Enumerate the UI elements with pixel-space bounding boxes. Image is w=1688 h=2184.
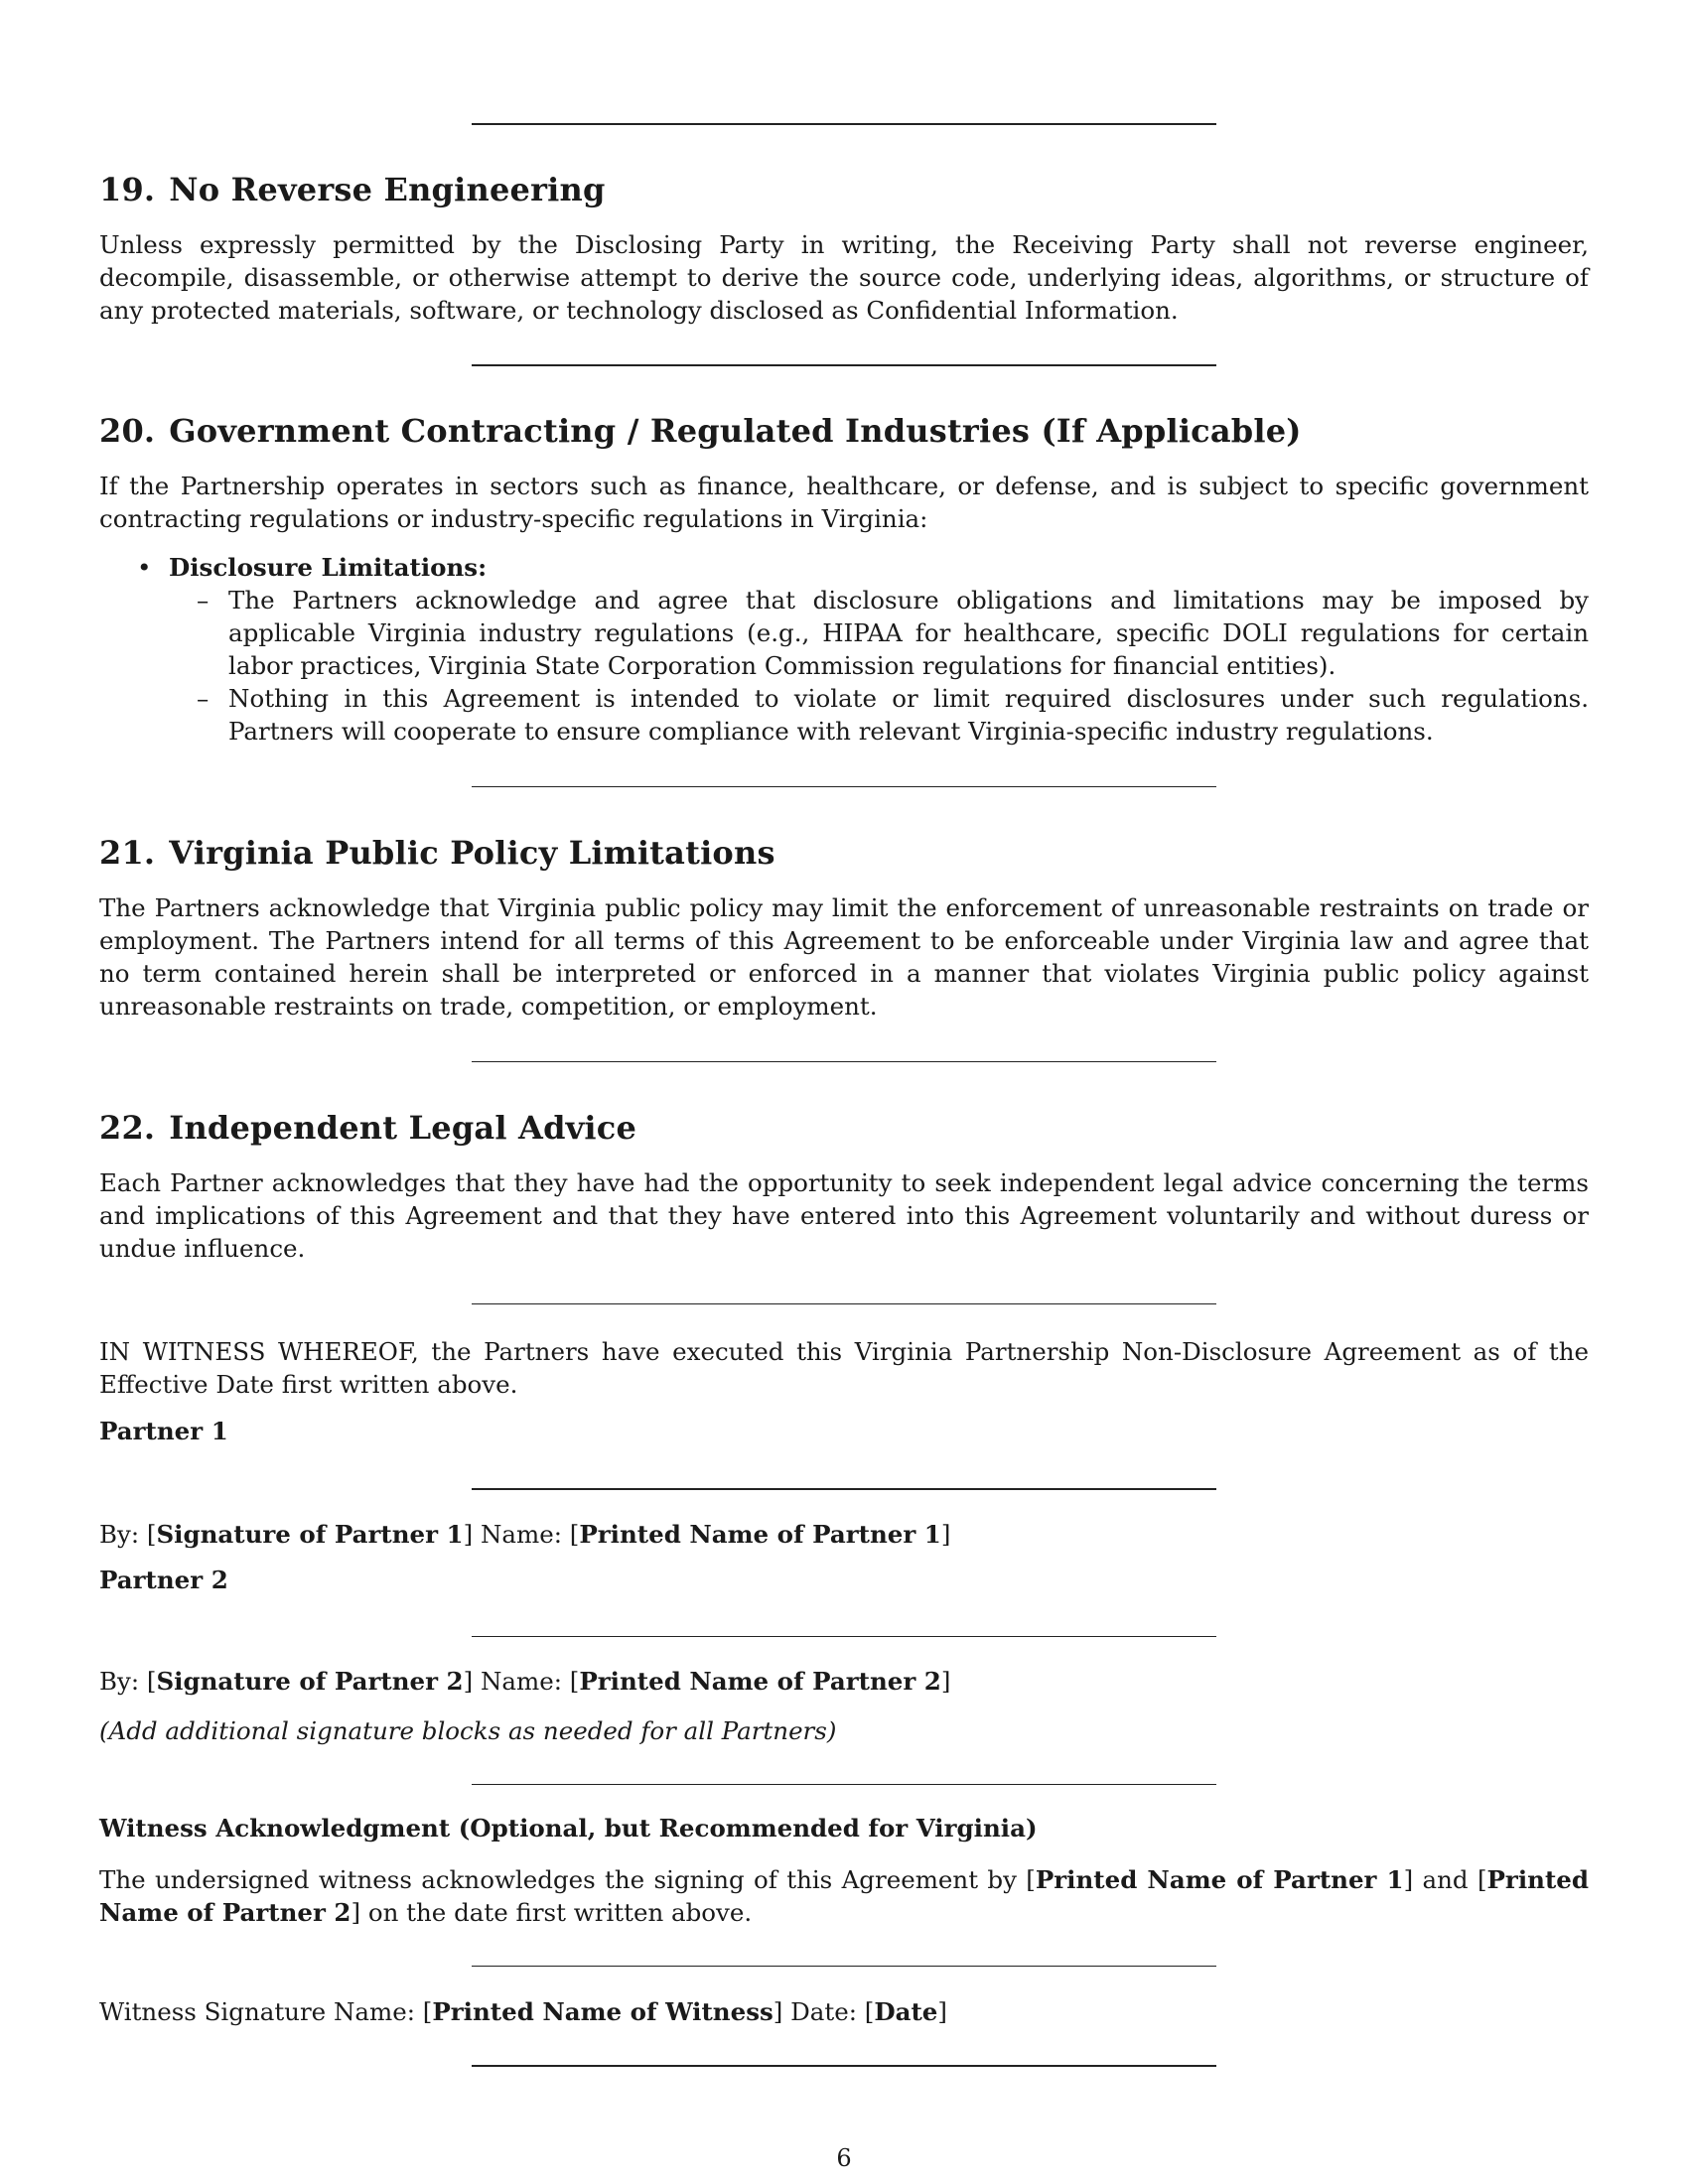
bullet-icon: • [137, 553, 152, 582]
horizontal-rule [472, 1303, 1216, 1304]
partner-2-label: Partner 2 [99, 1566, 228, 1594]
dash-icon: – [197, 586, 210, 614]
document-page [99, 0, 1589, 2184]
signature-line [472, 1488, 1216, 1490]
signature-line [472, 1636, 1216, 1637]
bullet-title: Disclosure Limitations: [169, 553, 488, 582]
witness-ack-body: The undersigned witness acknowledges the signing of this Agreement by [Printed Name of Partner 1] and [Printed Name of Partner 2] on the date first written above. [99, 1865, 1589, 1927]
sub-list [169, 584, 1589, 748]
section-20-heading: 20. Government Contracting / Regulated Industries (If Applicable) [99, 412, 1302, 450]
section-19-heading: 19. No Reverse Engineering [99, 171, 606, 208]
section-22-body: Each Partner acknowledges that they have had the opportunity to seek independent legal advice concerning the terms and implications of this Agreement and that they have entered into this Agreement voluntarily and without duress or undue influence. [99, 1168, 1589, 1263]
horizontal-rule [472, 1061, 1216, 1062]
witness-ack-title: Witness Acknowledgment (Optional, but Recommended for Virginia) [99, 1814, 1038, 1843]
horizontal-rule [472, 1784, 1216, 1785]
partner-2-signature-line: By: [Signature of Partner 2] Name: [Printed Name of Partner 2] [99, 1667, 951, 1696]
witness-signature-line: Witness Signature Name: [Printed Name of Witness] Date: [Date] [99, 1997, 947, 2026]
horizontal-rule [472, 123, 1216, 125]
section-19-body: Unless expressly permitted by the Disclosing Party in writing, the Receiving Party shall not reverse engineer, decompile, disassemble, or otherwise attempt to derive the source code, underlying ideas, algorithms, or structure of any protected materials, software, or technology disclosed as Confidential Information. [99, 230, 1589, 325]
list-item [99, 551, 1589, 748]
sub-list-item: – The Partners acknowledge and agree that disclosure obligations and limitations may be imposed by applicable Virginia industry regulations (e.g., HIPAA for healthcare, specific DOLI regulations for certain labor practices, Virginia State Corporation Commission regulations for financial entities). [197, 586, 1589, 680]
page-number: 6 [836, 2144, 852, 2172]
dash-icon: – [197, 684, 210, 713]
section-21-heading: 21. Virginia Public Policy Limitations [99, 834, 775, 872]
partner-1-label: Partner 1 [99, 1417, 228, 1445]
additional-signatures-note: (Add additional signature blocks as needed for all Partners) [99, 1716, 837, 1745]
horizontal-rule [472, 364, 1216, 366]
witness-clause: IN WITNESS WHEREOF, the Partners have executed this Virginia Partnership Non-Disclosure Agreement as of the Effective Date first written above. [99, 1337, 1589, 1399]
section-20-body: If the Partnership operates in sectors such as finance, healthcare, or defense, and is subject to specific government contracting regulations or industry-specific regulations in Virginia: [99, 472, 1589, 533]
section-22-heading: 22. Independent Legal Advice [99, 1109, 637, 1147]
horizontal-rule [472, 786, 1216, 787]
horizontal-rule [472, 2065, 1216, 2067]
partner-1-signature-line: By: [Signature of Partner 1] Name: [Printed Name of Partner 1] [99, 1520, 951, 1549]
section-21-body: The Partners acknowledge that Virginia public policy may limit the enforcement of unreasonable restraints on trade or employment. The Partners intend for all terms of this Agreement to be enforceable under Virginia law and agree that no term contained herein shall be interpreted or enforced in a manner that violates Virginia public policy against unreasonable restraints on trade, competition, or employment. [99, 893, 1589, 1021]
horizontal-rule [472, 1966, 1216, 1967]
disclosure-list [99, 551, 1589, 748]
sub-list-item: – Nothing in this Agreement is intended to violate or limit required disclosures under such regulations. Partners will cooperate to ensure compliance with relevant Virginia-specific industry regulations. [197, 684, 1589, 746]
